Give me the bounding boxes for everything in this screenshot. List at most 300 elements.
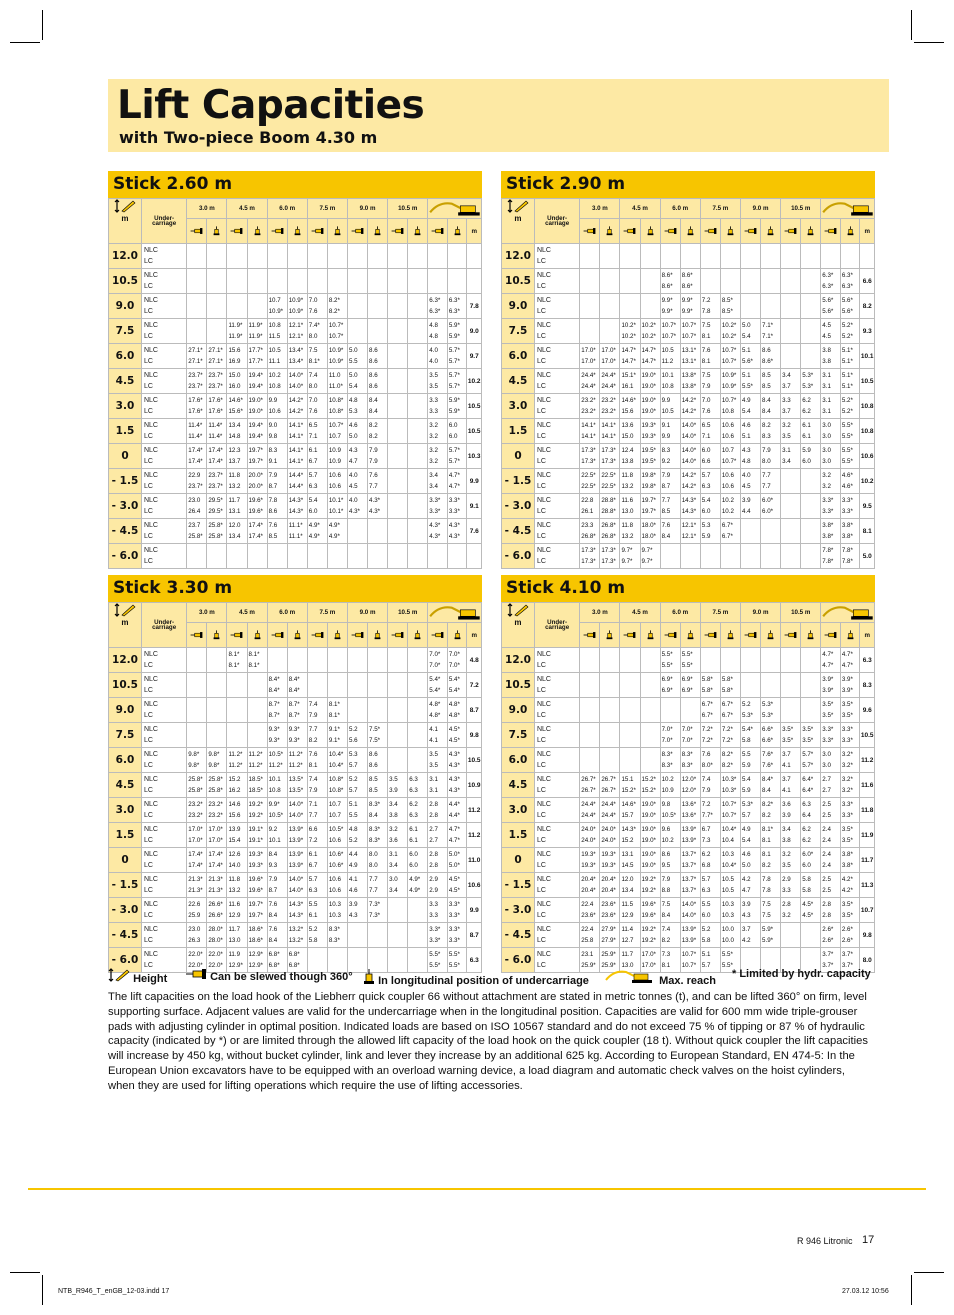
- capacity-cell: [207, 394, 227, 419]
- capacity-value-nlc: [269, 545, 287, 557]
- max-reach-value: [467, 269, 482, 294]
- capacity-cell: [187, 673, 207, 698]
- capacity-value-nlc: 4.9*: [308, 521, 320, 529]
- capacity-value-nlc: [621, 245, 639, 257]
- capacity-value-nlc: 19.0*: [641, 825, 656, 833]
- max-reach-value: 6.3: [467, 948, 482, 973]
- capacity-cell: [801, 723, 821, 748]
- capacity-value-nlc: 13.4: [228, 421, 241, 429]
- capacity-cell: [368, 394, 388, 419]
- capacity-cell: [620, 723, 640, 748]
- capacity-value-nlc: 23.0: [188, 925, 201, 933]
- capacity-value-nlc: 23.0: [188, 496, 201, 504]
- capacity-value-lc: [601, 735, 619, 747]
- capacity-value-lc: 10.9*: [268, 308, 284, 316]
- capacity-value-lc: [349, 306, 367, 318]
- capacity-value-nlc: 8.1: [762, 850, 771, 858]
- capacity-value-lc: 5.7*: [448, 358, 460, 366]
- capacity-value-nlc: 2.9: [782, 875, 791, 883]
- radius-column-header: 4.5 m: [620, 199, 660, 219]
- capacity-cell: [207, 319, 227, 344]
- capacity-value-nlc: [762, 295, 780, 307]
- capacity-value-nlc: 7.5*: [369, 725, 381, 733]
- nlc-label: NLC: [143, 700, 158, 708]
- capacity-cell: [640, 544, 660, 569]
- table-row: [109, 898, 482, 923]
- lc-label: LC: [143, 687, 153, 695]
- capacity-cell: [761, 923, 781, 948]
- capacity-value-lc: [762, 281, 780, 293]
- capacity-cell: [580, 344, 600, 369]
- capacity-value-lc: 23.7*: [208, 383, 223, 391]
- capacity-cell: [247, 773, 267, 798]
- nlc-label: NLC: [536, 725, 551, 733]
- capacity-cell: [307, 369, 327, 394]
- capacity-value-lc: 4.1: [429, 737, 438, 745]
- capacity-value-nlc: 10.6: [328, 875, 341, 883]
- capacity-value-nlc: 6.2: [802, 825, 811, 833]
- capacity-value-lc: 20.4*: [601, 887, 616, 895]
- capacity-value-lc: [369, 660, 387, 672]
- capacity-value-lc: 8.0: [308, 333, 318, 341]
- capacity-value-lc: [409, 256, 427, 268]
- capacity-cell: [660, 773, 680, 798]
- max-reach-value: 9.9: [467, 898, 482, 923]
- max-reach-capacity-cell: [821, 873, 841, 898]
- capacity-value-nlc: 3.4: [389, 800, 398, 808]
- capacity-value-lc: [309, 660, 327, 672]
- capacity-value-lc: 6.3: [409, 787, 418, 795]
- max-reach-value: 10.5: [467, 748, 482, 773]
- table-row: [502, 444, 875, 469]
- capacity-cell: [327, 848, 347, 873]
- capacity-cell: [307, 923, 327, 948]
- lift-capacity-table: [108, 602, 482, 973]
- capacity-value-nlc: 7.7: [308, 725, 318, 733]
- capacity-value-nlc: 17.6*: [208, 396, 223, 404]
- nlc-label: NLC: [536, 296, 551, 304]
- capacity-value-lc: [662, 710, 680, 722]
- capacity-cell: [187, 848, 207, 873]
- capacity-value-lc: [208, 331, 226, 343]
- capacity-cell: [600, 698, 620, 723]
- capacity-value-nlc: 27.1*: [208, 346, 223, 354]
- capacity-value-nlc: [722, 545, 740, 557]
- height-value: - 4.5: [109, 923, 142, 948]
- capacity-cell: [580, 773, 600, 798]
- capacity-value-nlc: 4.8*: [448, 700, 460, 708]
- capacity-value-lc: 6.2: [802, 408, 811, 416]
- nlc-label: NLC: [536, 650, 551, 658]
- capacity-value-nlc: [621, 295, 639, 307]
- capacity-cell: [267, 419, 287, 444]
- max-reach-capacity-cell: [428, 244, 448, 269]
- capacity-value-nlc: [601, 245, 619, 257]
- capacity-value-lc: 3.2: [429, 458, 438, 466]
- capacity-cell: [327, 798, 347, 823]
- legend-longitudinal-label: In longitudinal position of undercarriage: [378, 975, 589, 987]
- capacity-value-nlc: [662, 699, 680, 711]
- capacity-value-lc: 8.7: [661, 483, 671, 491]
- capacity-cell: [187, 823, 207, 848]
- max-reach-value: 8.0: [860, 948, 875, 973]
- unit-label: m: [514, 214, 522, 224]
- capacity-cell: [267, 698, 287, 723]
- capacity-value-nlc: 4.3*: [369, 496, 381, 504]
- capacity-cell: [720, 344, 740, 369]
- max-reach-capacity-cell: [840, 369, 860, 394]
- capacity-cell: [700, 773, 720, 798]
- capacity-cell: [620, 848, 640, 873]
- capacity-value-lc: 4.3*: [429, 533, 441, 541]
- capacity-cell: [287, 369, 307, 394]
- capacity-cell: [207, 873, 227, 898]
- table-row: [109, 369, 482, 394]
- capacity-cell: [781, 798, 801, 823]
- lift-capacity-table: [108, 198, 482, 569]
- capacity-value-nlc: 4.0: [348, 471, 358, 479]
- capacity-cell: [680, 898, 700, 923]
- capacity-value-lc: [369, 281, 387, 293]
- capacity-cell: [740, 848, 760, 873]
- capacity-value-nlc: 7.4: [308, 775, 318, 783]
- capacity-value-nlc: 19.1*: [248, 825, 263, 833]
- height-value: - 6.0: [109, 544, 142, 569]
- capacity-value-lc: 9.1: [268, 458, 278, 466]
- capacity-cell: [680, 444, 700, 469]
- capacity-value-nlc: [802, 699, 820, 711]
- capacity-value-nlc: 2.7: [822, 775, 831, 783]
- crop-mark: [10, 42, 40, 43]
- capacity-cell: [680, 344, 700, 369]
- max-reach-capacity-cell: [428, 294, 448, 319]
- capacity-value-lc: 3.1: [822, 383, 831, 391]
- capacity-value-lc: 13.8*: [681, 383, 697, 391]
- capacity-cell: [227, 773, 247, 798]
- nlc-label: NLC: [143, 775, 158, 783]
- capacity-cell: [327, 698, 347, 723]
- nlc-label: NLC: [143, 296, 158, 304]
- radius-column-header: 9.0 m: [347, 199, 387, 219]
- capacity-value-lc: 15.6: [228, 812, 241, 820]
- capacity-value-nlc: 3.0: [822, 446, 831, 454]
- capacity-cell: [347, 269, 367, 294]
- capacity-cell: [307, 648, 327, 673]
- capacity-cell: [347, 369, 367, 394]
- table-row: [109, 494, 482, 519]
- capacity-value-lc: [601, 710, 619, 722]
- capacity-value-nlc: 5.5: [741, 750, 751, 758]
- undercarriage-label: Under-: [547, 214, 568, 222]
- capacity-value-nlc: 10.9*: [328, 346, 344, 354]
- capacity-value-lc: 7.7: [369, 483, 378, 491]
- capacity-value-nlc: [249, 295, 267, 307]
- capacity-value-lc: 14.2*: [681, 483, 697, 491]
- height-value: 6.0: [109, 344, 142, 369]
- max-reach-capacity-cell: [840, 294, 860, 319]
- capacity-cell: [247, 698, 267, 723]
- max-reach-capacity-cell: [447, 723, 467, 748]
- capacity-value-lc: 7.0*: [661, 737, 673, 745]
- capacity-value-lc: 10.6*: [328, 862, 344, 870]
- capacity-cell: [347, 444, 367, 469]
- capacity-value-nlc: [208, 295, 226, 307]
- slew-header: [781, 219, 801, 244]
- capacity-value-nlc: 4.0: [429, 346, 438, 354]
- capacity-value-lc: [782, 331, 800, 343]
- capacity-value-lc: 22.5*: [601, 483, 616, 491]
- max-reach-capacity-cell: [428, 848, 448, 873]
- capacity-value-lc: 3.3: [429, 912, 438, 920]
- capacity-value-nlc: 5.3: [701, 521, 711, 529]
- capacity-cell: [680, 748, 700, 773]
- capacity-value-nlc: 6.3*: [841, 271, 853, 279]
- capacity-value-lc: 14.7*: [621, 358, 636, 366]
- slew-header: [267, 219, 287, 244]
- capacity-value-nlc: 8.6*: [661, 271, 673, 279]
- lc-label: LC: [536, 812, 546, 820]
- capacity-value-lc: 27.1*: [188, 358, 203, 366]
- capacity-value-lc: [722, 256, 740, 268]
- capacity-value-lc: 14.2*: [288, 408, 304, 416]
- capacity-cell: [781, 723, 801, 748]
- capacity-value-lc: 18.6*: [248, 937, 263, 945]
- capacity-value-nlc: 3.9: [741, 496, 751, 504]
- capacity-value-lc: [369, 306, 387, 318]
- capacity-cell: [640, 244, 660, 269]
- capacity-cell: [307, 394, 327, 419]
- capacity-value-lc: [581, 256, 599, 268]
- capacity-value-nlc: 8.7*: [288, 700, 300, 708]
- capacity-value-nlc: 10.1: [661, 371, 674, 379]
- slew-header: [781, 623, 801, 648]
- lc-label: LC: [143, 458, 153, 466]
- longitudinal-header: [287, 623, 307, 648]
- capacity-cell: [680, 823, 700, 848]
- table-row: [109, 823, 482, 848]
- capacity-cell: [287, 394, 307, 419]
- capacity-value-lc: [802, 531, 820, 543]
- capacity-value-lc: 6.3*: [841, 283, 853, 291]
- capacity-value-lc: 22.5*: [581, 483, 596, 491]
- undercarriage-cell: [141, 469, 186, 494]
- capacity-value-nlc: [581, 724, 599, 736]
- capacity-cell: [640, 394, 660, 419]
- capacity-cell: [247, 898, 267, 923]
- capacity-cell: [287, 294, 307, 319]
- capacity-value-nlc: [208, 649, 226, 661]
- table-row: [502, 748, 875, 773]
- undercarriage-cell: [141, 344, 186, 369]
- capacity-value-nlc: 10.8: [268, 321, 281, 329]
- nlc-label: NLC: [536, 446, 551, 454]
- capacity-value-lc: 5.7: [701, 962, 711, 970]
- capacity-cell: [408, 369, 428, 394]
- capacity-value-lc: [601, 281, 619, 293]
- height-value: 10.5: [109, 673, 142, 698]
- capacity-value-nlc: 8.3*: [369, 825, 381, 833]
- undercarriage-cell: [141, 898, 186, 923]
- capacity-cell: [187, 748, 207, 773]
- lc-label: LC: [143, 962, 153, 970]
- capacity-value-nlc: 8.1*: [762, 825, 774, 833]
- capacity-cell: [327, 294, 347, 319]
- slew-header: [227, 623, 247, 648]
- max-reach-capacity-cell: [840, 723, 860, 748]
- capacity-value-nlc: [802, 345, 820, 357]
- capacity-value-nlc: 6.9*: [661, 675, 673, 683]
- capacity-value-lc: [369, 935, 387, 947]
- capacity-cell: [187, 723, 207, 748]
- capacity-value-lc: 4.3*: [369, 508, 381, 516]
- capacity-cell: [660, 319, 680, 344]
- capacity-cell: [600, 444, 620, 469]
- capacity-value-nlc: [249, 245, 267, 257]
- capacity-value-nlc: 12.3: [228, 446, 241, 454]
- capacity-value-nlc: 3.8*: [822, 521, 834, 529]
- capacity-value-lc: 8.4: [369, 812, 378, 820]
- capacity-value-nlc: 7.2: [701, 296, 711, 304]
- capacity-value-lc: 7.5: [762, 912, 771, 920]
- capacity-value-nlc: [702, 649, 720, 661]
- capacity-cell: [307, 798, 327, 823]
- slew-360-icon: [784, 227, 797, 235]
- capacity-value-lc: 24.4*: [581, 812, 596, 820]
- capacity-cell: [720, 519, 740, 544]
- capacity-value-lc: [269, 556, 287, 568]
- capacity-cell: [720, 369, 740, 394]
- panel-stick-2-60: [108, 171, 482, 569]
- capacity-value-nlc: 8.3: [268, 446, 278, 454]
- capacity-value-lc: 3.2*: [841, 762, 853, 770]
- lc-label: LC: [536, 837, 546, 845]
- capacity-value-nlc: 5.7*: [802, 750, 814, 758]
- max-reach-value: 9.5: [860, 494, 875, 519]
- capacity-value-nlc: [662, 245, 680, 257]
- capacity-value-nlc: 11.9*: [248, 321, 263, 329]
- capacity-value-nlc: 5.0: [741, 321, 751, 329]
- capacity-cell: [761, 494, 781, 519]
- capacity-value-lc: [289, 256, 307, 268]
- capacity-cell: [600, 898, 620, 923]
- capacity-value-nlc: [389, 949, 407, 961]
- capacity-value-lc: 23.2*: [601, 408, 616, 416]
- capacity-value-lc: [621, 256, 639, 268]
- capacity-value-lc: 17.6*: [208, 408, 223, 416]
- max-reach-value: 11.9: [860, 823, 875, 848]
- capacity-value-nlc: [429, 270, 447, 282]
- capacity-value-nlc: 23.2*: [188, 800, 203, 808]
- capacity-value-nlc: 24.0*: [581, 825, 596, 833]
- capacity-cell: [267, 244, 287, 269]
- capacity-value-lc: 8.7: [268, 483, 278, 491]
- capacity-cell: [307, 723, 327, 748]
- capacity-value-nlc: 17.4*: [188, 446, 203, 454]
- capacity-value-nlc: [409, 370, 427, 382]
- capacity-cell: [660, 923, 680, 948]
- capacity-cell: [801, 798, 821, 823]
- capacity-cell: [207, 823, 227, 848]
- capacity-cell: [187, 798, 207, 823]
- capacity-value-nlc: [601, 749, 619, 761]
- height-value: 9.0: [109, 294, 142, 319]
- capacity-value-lc: [389, 281, 407, 293]
- capacity-value-nlc: 4.6: [348, 421, 358, 429]
- capacity-value-lc: 19.3*: [248, 862, 263, 870]
- capacity-value-nlc: 5.4: [701, 496, 711, 504]
- capacity-value-nlc: [802, 545, 820, 557]
- radius-column-header: 7.5 m: [307, 603, 347, 623]
- capacity-value-nlc: [642, 699, 660, 711]
- capacity-value-lc: 5.5*: [448, 962, 460, 970]
- slew-header: [347, 623, 367, 648]
- capacity-value-nlc: 6.1: [802, 421, 811, 429]
- capacity-cell: [207, 544, 227, 569]
- capacity-value-lc: 6.6: [701, 458, 711, 466]
- crop-mark: [10, 1272, 40, 1273]
- capacity-value-lc: 6.0: [701, 508, 711, 516]
- capacity-cell: [801, 294, 821, 319]
- capacity-value-nlc: [802, 949, 820, 961]
- undercarriage-cell: [534, 469, 579, 494]
- capacity-cell: [408, 344, 428, 369]
- capacity-value-nlc: 9.6: [661, 825, 671, 833]
- capacity-value-nlc: 10.5*: [268, 750, 284, 758]
- max-reach-value: 10.9: [467, 773, 482, 798]
- capacity-value-lc: 19.6*: [248, 887, 263, 895]
- capacity-value-lc: 16.1: [621, 383, 634, 391]
- max-reach-capacity-cell: [447, 319, 467, 344]
- capacity-value-nlc: 23.7: [188, 521, 201, 529]
- capacity-value-nlc: 23.1: [581, 950, 594, 958]
- height-value: 3.0: [109, 798, 142, 823]
- capacity-cell: [580, 873, 600, 898]
- capacity-value-nlc: 5.3*: [802, 371, 814, 379]
- capacity-value-lc: 15.7: [621, 812, 634, 820]
- longitudinal-icon: [847, 225, 854, 236]
- capacity-value-nlc: [581, 245, 599, 257]
- capacity-cell: [388, 723, 408, 748]
- max-reach-capacity-cell: [428, 823, 448, 848]
- capacity-value-lc: [409, 506, 427, 518]
- capacity-cell: [207, 369, 227, 394]
- capacity-cell: [187, 444, 207, 469]
- undercarriage-cell: [534, 723, 579, 748]
- slew-header: [700, 219, 720, 244]
- capacity-cell: [740, 773, 760, 798]
- height-value: - 3.0: [109, 898, 142, 923]
- capacity-value-nlc: 4.8: [348, 825, 358, 833]
- capacity-value-nlc: 10.2: [661, 775, 674, 783]
- capacity-value-nlc: 4.1: [348, 875, 358, 883]
- max-reach-unit: m: [467, 219, 482, 244]
- longitudinal-header: [680, 623, 700, 648]
- capacity-value-lc: 4.9: [348, 862, 358, 870]
- capacity-value-lc: 6.4*: [802, 787, 814, 795]
- capacity-value-lc: 7.8*: [841, 558, 853, 566]
- capacity-value-lc: 11.2*: [248, 762, 263, 770]
- capacity-value-lc: 2.7: [429, 837, 438, 845]
- capacity-cell: [207, 798, 227, 823]
- capacity-value-lc: 8.5: [661, 508, 671, 516]
- capacity-value-nlc: 9.8*: [188, 750, 200, 758]
- capacity-value-nlc: 14.0*: [288, 800, 304, 808]
- capacity-value-nlc: 4.0: [348, 496, 358, 504]
- nlc-label: NLC: [143, 521, 158, 529]
- capacity-cell: [640, 269, 660, 294]
- capacity-value-nlc: 3.3: [782, 396, 791, 404]
- capacity-value-lc: 25.8*: [188, 533, 203, 541]
